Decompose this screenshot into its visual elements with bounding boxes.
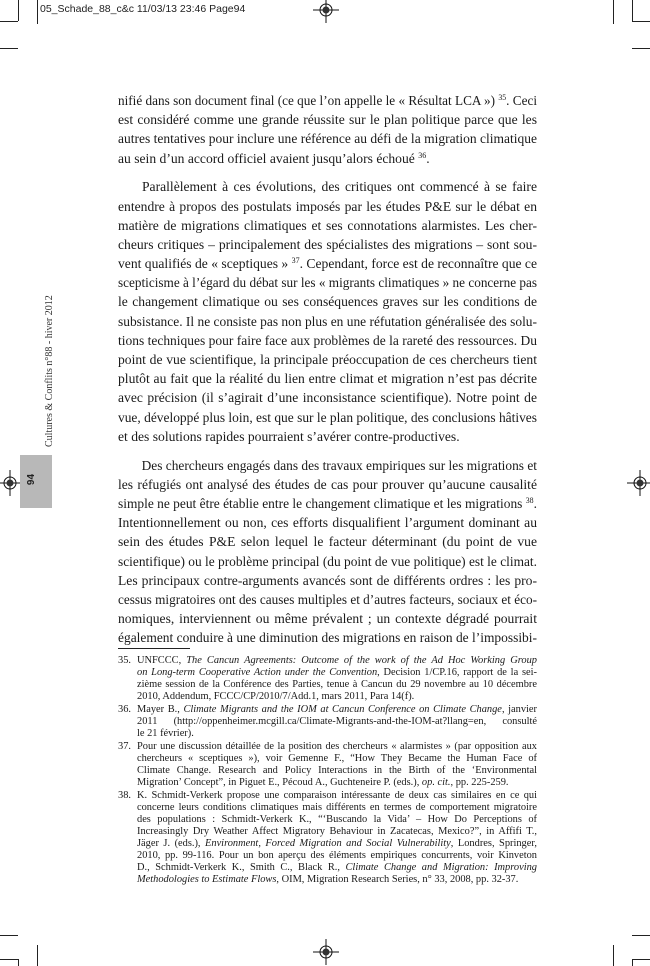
text-line (118, 369, 537, 388)
paragraph (118, 177, 537, 446)
text-run: Migration’ Concept”, in Piguet E., Pécoud A., Guchteneire P. (eds.), (137, 776, 422, 788)
text-run: des populations : Schmidt-Verkerk K., “‘Buscando la Vida’ – How Do Perceptions of (137, 814, 537, 826)
text-run: . Cependant, force est de reconnaître que ce (299, 256, 537, 272)
text-run: . (533, 495, 537, 511)
text-line (118, 427, 537, 446)
print-slug: 05_Schade_88_c&c 11/03/13 23:46 Page94 (40, 3, 246, 15)
text-line-content (118, 254, 537, 273)
footnote-text (137, 741, 537, 789)
text-line-content (137, 741, 537, 753)
footnote-rule (118, 648, 190, 649)
text-run: sein des études P&E selon lequel le facteur déterminant (du point de vue (118, 534, 537, 550)
crop-mark (18, 959, 19, 966)
text-run: Intentionnellement ou non, ces efforts disqualifient l’argument dominant au (118, 515, 537, 531)
crop-mark (632, 0, 633, 21)
footnote-number: 37. (118, 741, 131, 753)
text-line (118, 292, 537, 311)
paragraph (118, 456, 537, 648)
text-line (118, 177, 537, 196)
text-line (118, 91, 537, 110)
text-run: les réfugiés ont analysé des études de cas pour prouver qu’aucune causalité (118, 476, 537, 492)
text-line (137, 838, 537, 850)
text-line-content (137, 765, 537, 777)
footnote-reference[interactable]: 36 (418, 150, 427, 160)
text-run: Climate Change. Research and Policy Interactions in the Birth of the ‘Environmental (137, 765, 537, 777)
text-run: cessus migratoires ont des causes multiples et d’autres facteurs, sociaux et éco- (118, 591, 537, 607)
text-line (118, 331, 537, 350)
text-line-content (137, 691, 414, 703)
footnote-reference[interactable]: 38 (525, 495, 534, 505)
footnote (118, 704, 537, 740)
text-line (137, 777, 537, 789)
text-run: cheurs critiques – principalement des spécialistes des migrations – sont sou- (118, 236, 537, 252)
text-line-content (137, 716, 537, 728)
running-head: Cultures & Conflits n°88 - hiver 2012 (44, 295, 55, 447)
text-line-content (118, 609, 537, 628)
text-line-content (137, 704, 537, 716)
crop-mark (632, 21, 650, 22)
italic-run: Climate Change and Migration: Improving (345, 861, 537, 873)
footnotes (118, 655, 537, 887)
text-run: Mayer B., (137, 704, 184, 716)
text-line-content (118, 513, 537, 532)
text-run: vent qualifiés de « sceptiques » (118, 256, 292, 272)
text-run: est considéré comme une grande réussite sur le plan politique parce que les (118, 112, 537, 128)
text-line (137, 679, 537, 691)
text-line-content (118, 408, 537, 427)
text-line (118, 513, 537, 532)
text-line-content (118, 273, 537, 292)
text-run: au sein d’un accord officiel avaient jusqu’alors échoué (118, 150, 419, 166)
text-line (118, 216, 537, 235)
text-line (137, 741, 537, 753)
text-line-content (137, 753, 537, 765)
crop-mark (0, 935, 18, 936)
text-line-content (137, 826, 537, 838)
text-line (137, 667, 537, 679)
text-line-content (118, 216, 537, 235)
text-run: subsistance. Il ne consiste pas non plus en une réfutation généralisée des solu- (118, 313, 537, 329)
text-line (118, 312, 537, 331)
text-line (118, 571, 537, 590)
footnote (118, 655, 537, 703)
text-line-content (137, 874, 518, 886)
text-line-content (118, 456, 537, 475)
text-line (137, 814, 537, 826)
text-line-content (118, 149, 430, 168)
text-line (118, 149, 537, 168)
text-line-content (137, 790, 537, 802)
text-line (118, 628, 537, 647)
footnote-reference[interactable]: 37 (291, 256, 300, 266)
crop-mark (613, 945, 614, 966)
text-line (118, 590, 537, 609)
footnote-reference[interactable]: 35 (498, 93, 507, 102)
text-run: Jäger J. (eds.), (137, 837, 206, 849)
text-line (137, 874, 537, 886)
text-line (137, 691, 537, 703)
crop-mark (613, 0, 614, 24)
text-line (137, 850, 537, 862)
text-line-content (118, 590, 537, 609)
text-line (137, 790, 537, 802)
text-run: et des solutions rapides pourraient s’avérer contre-productives. (118, 428, 460, 444)
text-run: 2010, pp. 99-116. Pour un bon aperçu des éléments empiriques concurrents, voir Kinveton (137, 849, 537, 861)
text-line (118, 235, 537, 254)
text-run: Parallèlement à ces évolutions, des critiques ont commencé à se faire (142, 179, 537, 195)
text-line-content (118, 369, 537, 388)
text-run: 2011 (http://oppenheimer.mcgill.ca/Climate-Migrants-and-the-IOM-at?llang=en, consulté (137, 715, 537, 727)
text-run: autres tentatives pour inclure une référence au défi de la migration climatique (118, 131, 537, 147)
italic-run: Climate Migrants and the IOM at Cancun Conference on Climate Change (183, 704, 502, 716)
text-line (118, 609, 537, 628)
text-line-content (118, 110, 537, 129)
text-run: . (426, 150, 430, 166)
text-line-content (118, 628, 537, 647)
text-run: tions techniques pour faire face aux problèmes de la rareté des ressources. Du (118, 332, 537, 348)
registration-mark-icon (627, 470, 650, 496)
text-run: zième session de la Conférence des Parties, tenue à Cancun du 29 novembre au 10 décembre (137, 678, 537, 690)
italic-run: Environment, Forced Migration and Social Vulnerability (205, 837, 451, 849)
text-line (118, 456, 537, 475)
text-run: Les principaux contre-arguments avancés sont de différents ordres : les pro- (118, 572, 537, 588)
text-line-content (137, 838, 537, 850)
text-line (118, 129, 537, 148)
text-line (137, 655, 537, 667)
text-run: le 21 février). (137, 727, 194, 739)
text-line-content (118, 312, 537, 331)
text-run: également conduire à une diminution des migrations en raison de l’impossibi- (118, 630, 537, 646)
text-line-content (118, 475, 537, 494)
text-run: plutôt au fait que la réalité du lien entre climat et migration n’est pas décrite (118, 371, 537, 387)
crop-mark (632, 959, 633, 966)
text-run: Des chercheurs engagés dans des travaux empiriques sur les migrations et (141, 457, 537, 473)
text-line-content (137, 814, 537, 826)
text-line-content (118, 388, 537, 407)
text-line-content (118, 331, 537, 350)
footnote-number: 36. (118, 704, 131, 716)
text-line (137, 728, 537, 740)
text-line-content (137, 667, 537, 679)
footnote-text (137, 790, 537, 885)
text-run: simple ne peut être établie entre le changement climatique et les migrations (118, 495, 526, 511)
crop-mark (632, 959, 650, 960)
text-line-content (137, 679, 537, 691)
text-line (118, 350, 537, 369)
text-line (137, 802, 537, 814)
text-run: scientifique) ou le problème principal (du point de vue politique) est le climat. (118, 553, 537, 569)
text-line-content (137, 862, 537, 874)
text-line-content (118, 197, 537, 216)
footnote (118, 790, 537, 885)
text-run: avec précision (il s’agirait d’une inconsistance scientifique). Notre point de (118, 390, 537, 406)
crop-mark (632, 48, 650, 49)
footnote-number: 38. (118, 790, 131, 802)
text-run: Increasingly Dry Weather Affect Migratory Behaviour in Zacatecas, Mexico?”, in Affifi T., (137, 825, 537, 837)
italic-run: The Cancun Agreements: Outcome of the work of the Ad Hoc Working Group (186, 655, 537, 666)
text-run: , Decision 1/CP.16, rapport de la sei- (377, 666, 537, 678)
footnote (118, 741, 537, 789)
text-run: concerne leurs conditions climatiques mais différents en termes de comportement migratoire (137, 802, 537, 814)
text-run: nifié dans son document final (ce que l’on appelle le « Résultat LCA ») (118, 93, 499, 108)
text-run: nomiques, interviennent ou même prévalent ; un contexte dégradé pourrait (118, 611, 537, 627)
text-line-content (118, 177, 537, 196)
text-line-content (118, 292, 537, 311)
text-run: point de vue scientifique, la principale préoccupation de ces chercheurs tient (118, 352, 537, 368)
text-line (118, 408, 537, 427)
crop-mark (632, 935, 650, 936)
crop-mark (37, 945, 38, 966)
text-line-content (118, 532, 537, 551)
text-line (118, 388, 537, 407)
page-number: 94 (26, 473, 38, 486)
text-run: matière de migrations climatiques et ses connotations alarmistes. Les cher- (118, 217, 537, 233)
text-line-content (118, 571, 537, 590)
text-line-content (137, 655, 537, 667)
text-line (118, 197, 537, 216)
text-line (118, 532, 537, 551)
text-line-content (137, 777, 509, 789)
text-line (118, 110, 537, 129)
text-run: , janvier (501, 704, 537, 716)
text-run: . Ceci (506, 93, 537, 108)
text-run: , pp. 225-259. (450, 776, 509, 788)
text-line-content (118, 91, 537, 110)
crop-mark (0, 959, 18, 960)
registration-mark-icon (313, 939, 339, 965)
text-line-content (118, 129, 537, 148)
italic-run: on Long-term Cooperative Action under the Convention (137, 666, 378, 678)
italic-run: Methodologies to Estimate Flows (137, 873, 277, 885)
text-line-content (118, 427, 460, 446)
text-line-content (137, 728, 194, 740)
footnote-text (137, 655, 537, 703)
text-line (118, 552, 537, 571)
text-run: 2010, Addendum, FCCC/CP/2010/7/Add.1, mars 2011, Para 14(f). (137, 690, 415, 702)
text-run: , OIM, Migration Research Series, n° 33, 2008, pp. 32-37. (276, 873, 519, 885)
text-line-content (137, 802, 537, 814)
text-run: vue, développé plus loin, est que sur le plan politique, des conclusions hâtives (118, 409, 537, 425)
text-line (118, 475, 537, 494)
crop-mark (0, 48, 18, 49)
crop-mark (18, 0, 19, 21)
registration-mark-icon (313, 0, 339, 23)
text-line (137, 716, 537, 728)
text-line (118, 273, 537, 292)
text-run: D., Schmidt-Verkerk K., Smith C., Black R., (137, 861, 346, 873)
text-line-content (137, 850, 537, 862)
text-run: chercheurs « sceptiques »), voir Gemenne F., “How They Became the Human Face of (137, 753, 537, 765)
text-run: UNFCCC, (137, 655, 187, 666)
text-line (137, 753, 537, 765)
crop-mark (37, 0, 38, 24)
paragraph (118, 91, 537, 168)
text-line (137, 704, 537, 716)
text-line (118, 254, 537, 273)
footnote-text (137, 704, 537, 740)
text-line-content (118, 350, 537, 369)
text-run: K. Schmidt-Verkerk propose une comparaison intéressante de deux cas similaires en ce qui (137, 790, 537, 802)
italic-run: op. cit. (421, 776, 451, 788)
text-line-content (118, 494, 537, 513)
text-line (137, 826, 537, 838)
text-line-content (118, 235, 537, 254)
text-line (118, 494, 537, 513)
text-line (137, 862, 537, 874)
text-run: , Londres, Springer, (450, 837, 538, 849)
body-text (118, 91, 537, 657)
text-line-content (118, 552, 537, 571)
text-run: entendre à propos des postulats imposés par les études P&E sur le débat en (118, 198, 537, 214)
crop-mark (0, 21, 18, 22)
text-line (137, 765, 537, 777)
text-run: scepticisme à l’égard du débat sur les « migrants climatiques » ne concerne pas (118, 275, 537, 291)
text-run: le changement climatique ou ses conséquences graves sur les conditions de (118, 294, 537, 310)
footnote-number: 35. (118, 655, 131, 666)
text-run: Pour une discussion détaillée de la position des chercheurs « alarmistes » (par opposition aux (137, 741, 537, 753)
